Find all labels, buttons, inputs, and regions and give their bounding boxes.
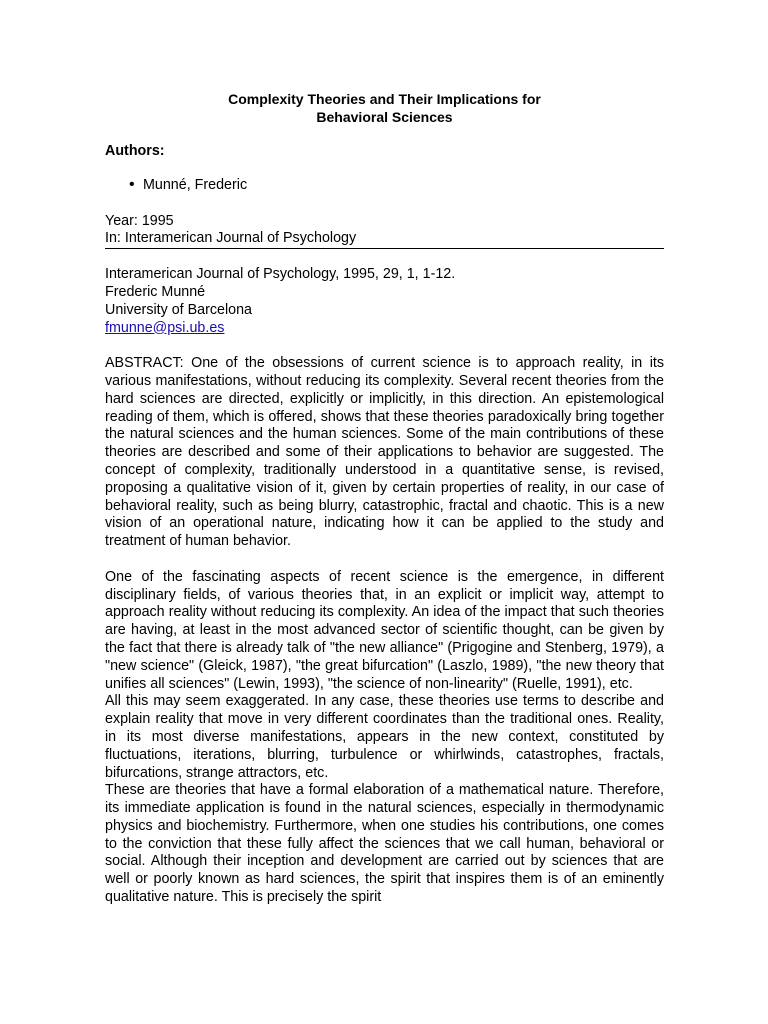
citation-journal: Interamerican Journal of Psychology, 1995, 29, 1, 1-12. xyxy=(105,266,456,283)
citation-affiliation: University of Barcelona xyxy=(105,301,253,318)
paragraph-spacer xyxy=(105,551,664,569)
section-divider xyxy=(105,248,664,249)
abstract-paragraph: ABSTRACT: One of the obsessions of current science is to approach reality, in its various manifestations, without reducing its complexity. Several recent theories from the hard sciences are directed, explicitly or implicitly, in this direction. An epistemological reading of them, which is offered, shows that these theories paradoxically bring together the natural sciences and the human sciences. Some of the main contributions of these theories are described and some of their applications to behavior are suggested. The concept of complexity, traditionally understood in a quantitative sense, is revised, proposing a qualitative vision of it, given by certain properties of reality, in our case of behavioral reality, such as being blurry, catastrophic, fractal and chaotic. This is a new vision of an operational nature, indicating how it can be applied to the study and treatment of human behavior. xyxy=(105,355,664,550)
title-line-2: Behavioral Sciences xyxy=(316,108,453,125)
author-list-item xyxy=(105,177,664,195)
publication-source: In: Interamerican Journal of Psychology xyxy=(105,230,357,247)
document-page xyxy=(105,91,664,907)
bullet-icon: • xyxy=(129,175,135,193)
body-paragraph: All this may seem exaggerated. In any case, these theories use terms to describe and explain reality that move in very different coordinates than the traditional ones. Reality, in its most diverse manifestations, appears in the new context, constituted by fluctuations, iterations, blurring, turbulence or whirlwinds, catastrophes, fractals, bifurcations, strange attractors, etc. xyxy=(105,693,664,781)
body-paragraph: One of the fascinating aspects of recent science is the emergence, in different disciplinary fields, of various theories that, in an explicit or implicit way, attempt to approach reality without reducing its complexity. An idea of the impact that such theories are having, at least in the most advanced sector of scientific thought, can be given by the fact that there is already talk of "the new alliance" (Prigogine and Stenberg, 1979), a "new science" (Gleick, 1987), "the great bifurcation" (Laszlo, 1989), "the new theory that unifies all sciences" (Lewin, 1993), "the science of non-linearity" (Ruelle, 1991), etc. xyxy=(105,568,664,692)
authors-heading: Authors: xyxy=(105,143,165,159)
citation-block xyxy=(105,266,664,337)
citation-author: Frederic Munné xyxy=(105,283,206,300)
publication-meta xyxy=(105,213,664,249)
title-line-1: Complexity Theories and Their Implications for xyxy=(228,91,541,107)
author-list xyxy=(105,177,664,195)
publication-year: Year: 1995 xyxy=(105,212,174,229)
author-name: Munné, Frederic xyxy=(143,176,248,193)
body-paragraph: These are theories that have a formal elaboration of a mathematical nature. Therefore, its immediate application is found in the natural sciences, especially in thermodynamic physics and biochemistry. Furthermore, when one studies his contributions, one comes to the conviction that these fully affect the sciences that we call human, behavioral or social. Although their inception and development are carried out by sciences that are well or poorly known as hard sciences, the spirit that inspires them is of an eminently qualitative nature. This is precisely the spirit xyxy=(105,782,664,906)
author-email-link[interactable]: fmunne@psi.ub.es xyxy=(105,319,225,336)
document-title xyxy=(105,91,664,126)
